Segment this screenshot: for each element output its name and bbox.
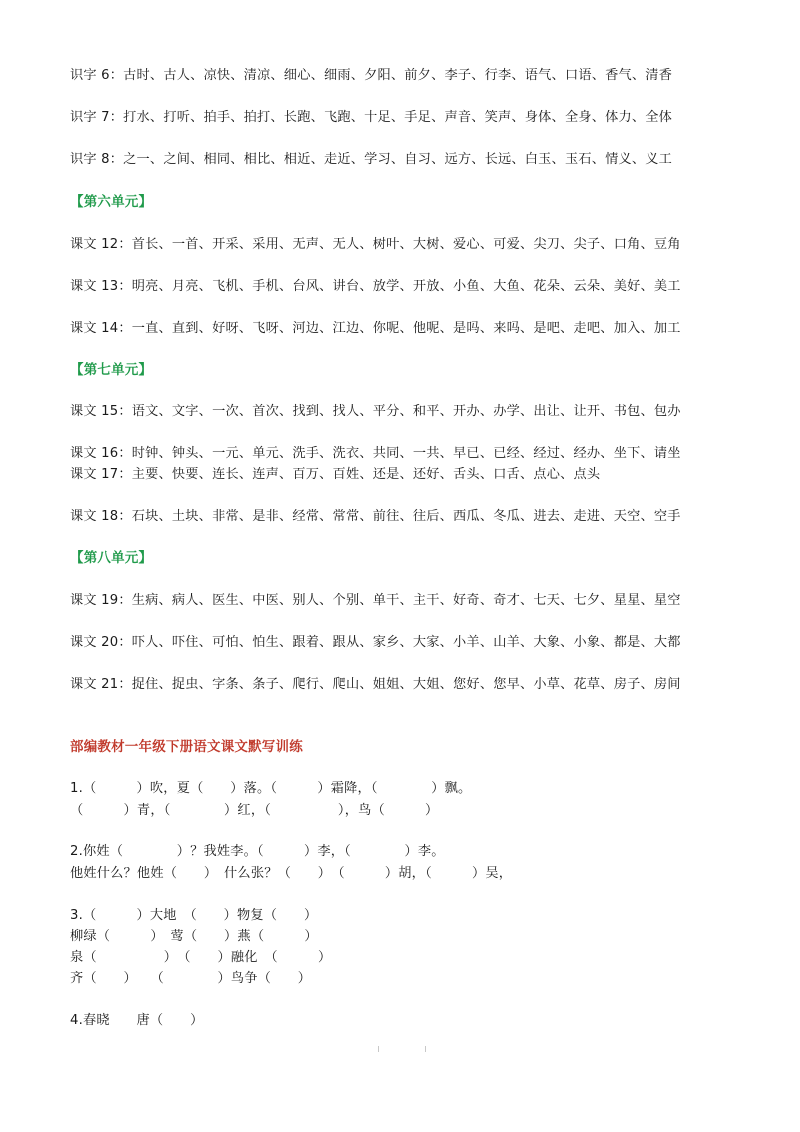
vocab-label: 识字 8： [70,152,124,167]
lesson-line [70,400,681,419]
unit8-heading: 【第八单元】 [70,550,153,566]
vocab-line [70,148,672,167]
unit6-heading: 【第六单元】 [70,194,153,210]
lesson-label: 课文 15： [70,404,132,419]
lesson-line [70,505,681,524]
lesson-text: 明亮、月亮、飞机、手机、台风、讲台、放学、开放、小鱼、大鱼、花朵、云朵、美好、美工 [131,279,681,294]
vocab-text: 打水、打听、拍手、拍打、长跑、飞跑、十足、手足、声音、笑声、身体、全身、体力、全体 [123,110,673,125]
lesson-line [70,233,681,252]
dictation-line: （ ）青，（ ）红，（ ），鸟（ ） [70,803,439,818]
lesson-text: 生病、病人、医生、中医、别人、个别、单干、主干、好奇、奇才、七天、七夕、星星、星空 [131,593,681,608]
dictation-line: 1.（ ）吹，夏（ ）落。（ ）霜降，（ ）飘。 [70,781,472,796]
vocab-text: 之一、之间、相同、相比、相近、走近、学习、自习、远方、长远、白玉、玉石、情义、义工 [123,152,673,167]
lesson-text: 捉住、捉虫、字条、条子、爬行、爬山、姐姐、大姐、您好、您早、小草、花草、房子、房间 [131,677,681,692]
lesson-label: 课文 21： [70,677,132,692]
lesson-text: 主要、快要、连长、连声、百万、百姓、还是、还好、舌头、口舌、点心、点头 [131,467,601,482]
lesson-label: 课文 18： [70,509,132,524]
dictation-title: 部编教材一年级下册语文课文默写训练 [70,739,303,755]
page-mark [425,1046,426,1052]
lesson-label: 课文 12： [70,237,132,252]
lesson-line [70,631,681,650]
lesson-line [70,317,681,336]
lesson-line [70,673,681,692]
lesson-line [70,442,681,461]
lesson-label: 课文 13： [70,279,132,294]
lesson-label: 课文 17： [70,467,132,482]
lesson-text: 一直、直到、好呀、飞呀、河边、江边、你呢、他呢、是吗、来吗、是吧、走吧、加入、加工 [131,321,681,336]
lesson-line [70,463,600,482]
dictation-line: 柳绿（ ） 莺（ ）燕（ ） [70,929,318,944]
lesson-text: 吓人、吓住、可怕、怕生、跟着、跟从、家乡、大家、小羊、山羊、大象、小象、都是、大都 [131,635,681,650]
lesson-label: 课文 16： [70,446,132,461]
dictation-line: 3.（ ）大地 （ ）物复（ ） [70,908,318,923]
vocab-label: 识字 7： [70,110,124,125]
vocab-text: 古时、古人、凉快、清凉、细心、细雨、夕阳、前夕、李子、行李、语气、口语、香气、清香 [123,68,673,83]
lesson-label: 课文 19： [70,593,132,608]
lesson-text: 语文、文字、一次、首次、找到、找人、平分、和平、开办、办学、出让、让开、书包、包办 [131,404,681,419]
dictation-line: 齐（ ） （ ）鸟争（ ） [70,971,312,986]
lesson-text: 石块、土块、非常、是非、经常、常常、前往、往后、西瓜、冬瓜、进去、走进、天空、空手 [131,509,681,524]
dictation-line: 2.你姓（ ）？我姓李。（ ）李，（ ）李。 [70,844,445,859]
dictation-line: 4.春晓 唐（ ） [70,1013,204,1028]
lesson-text: 首长、一首、开采、采用、无声、无人、树叶、大树、爱心、可爱、尖刀、尖子、口角、豆角 [131,237,681,252]
vocab-line [70,106,672,125]
lesson-text: 时钟、钟头、一元、单元、洗手、洗衣、共同、一共、早已、已经、经过、经办、坐下、请坐 [131,446,681,461]
page-mark [378,1046,379,1052]
lesson-label: 课文 14： [70,321,132,336]
vocab-line [70,64,672,83]
unit7-heading: 【第七单元】 [70,362,153,378]
vocab-label: 识字 6： [70,68,124,83]
dictation-line: 泉（ ） （ ）融化 （ ） [70,950,332,965]
lesson-label: 课文 20： [70,635,132,650]
lesson-line [70,275,681,294]
lesson-line [70,589,681,608]
dictation-line: 他姓什么？他姓（ ） 什么张？（ ） （ ）胡，（ ）吴， [70,866,513,881]
